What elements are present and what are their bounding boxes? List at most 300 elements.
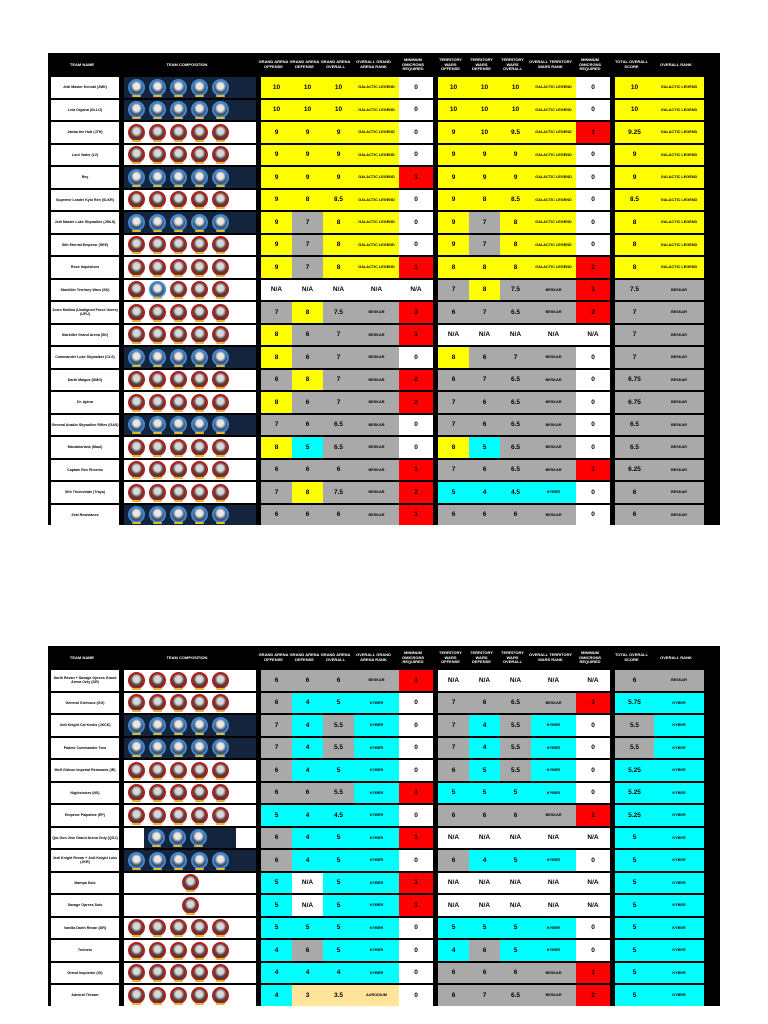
character-portrait-icon [191,124,208,141]
ga-rank: GALACTIC LEGEND [354,167,399,188]
ga-defense: 7 [292,235,323,256]
character-portrait-icon [170,694,187,711]
team-name: General Grievous (GG) [51,693,119,714]
total-score: 7 [615,302,654,323]
character-portrait-icon [212,236,229,253]
table-row [48,257,720,278]
team-name: Darth Malgus (DMG) [51,370,119,391]
ga-omicrons: 0 [399,963,433,984]
character-portrait-icon [170,461,187,478]
tw-omicrons: 0 [576,77,610,98]
tw-overall: 8.5 [500,190,531,211]
team-composition [124,963,256,984]
portrait-strip [124,347,256,368]
ga-offense: 8 [261,392,292,413]
table-row [48,850,720,871]
character-portrait-icon [128,394,145,411]
ga-offense: 6 [261,505,292,526]
tw-omicrons: 2 [576,302,610,323]
tw-rank: KYBER [531,940,576,961]
tw-overall: 5 [500,940,531,961]
ga-rank: KYBER [354,715,399,736]
character-portrait-icon [212,326,229,343]
character-portrait-icon [170,807,187,824]
ga-defense: 6 [292,783,323,804]
header-ga-defense: GRAND ARENA DEFENSE [289,59,320,69]
team-name: Sith Eternal Emperor (SEE) [51,235,119,256]
tw-overall: 9 [500,167,531,188]
ga-rank: KYBER [354,738,399,759]
team-name: Padme Commander Toro [51,738,119,759]
table-row [48,460,720,481]
character-portrait-icon [149,214,166,231]
ga-omicrons: 0 [399,347,433,368]
character-portrait-icon [128,739,145,756]
ga-defense: 9 [292,122,323,143]
ga-offense: 7 [261,482,292,503]
character-portrait-icon [170,169,187,186]
tw-rank: BESKAR [531,505,576,526]
tw-omicrons: 0 [576,415,610,436]
portrait-strip [124,100,256,121]
ga-offense: 9 [261,145,292,166]
tw-omicrons: 0 [576,482,610,503]
character-portrait-icon [212,694,229,711]
character-portrait-icon [170,506,187,523]
tw-overall: 9 [500,145,531,166]
character-portrait-icon [149,304,166,321]
team-name: Jedi Knight Cal Kestis (JKCK) [51,715,119,736]
tw-omicrons: 1 [576,963,610,984]
character-portrait-icon [128,987,145,1004]
character-portrait-icon [212,672,229,689]
character-portrait-icon [149,942,166,959]
ga-omicrons: 0 [399,918,433,939]
portrait-strip [124,280,256,301]
tw-overall: 7 [500,347,531,368]
character-portrait-icon [170,762,187,779]
team-composition [124,738,256,759]
team-composition [124,985,256,1006]
ga-omicrons: 1 [399,460,433,481]
ga-defense: 4 [292,963,323,984]
ga-defense: 9 [292,167,323,188]
ga-overall: 6.5 [323,437,354,458]
character-portrait-icon [212,371,229,388]
ga-overall: 5 [323,918,354,939]
tw-defense: 6 [469,693,500,714]
ga-rank: BESKAR [354,392,399,413]
overall-rank: KYBER [654,895,704,916]
ga-overall: 8.5 [323,190,354,211]
total-score: 9.25 [615,122,654,143]
character-portrait-icon [191,484,208,501]
character-portrait-icon [212,987,229,1004]
character-portrait-icon [191,371,208,388]
portrait-strip [124,850,256,871]
character-portrait-icon [149,124,166,141]
character-portrait-icon [128,964,145,981]
character-portrait-icon [170,784,187,801]
ga-omicrons: 2 [399,392,433,413]
tw-rank: GALACTIC LEGEND [531,100,576,121]
ga-rank: KYBER [354,940,399,961]
character-portrait-icon [191,807,208,824]
ga-overall: 6 [323,505,354,526]
overall-rank: KYBER [654,850,704,871]
header-ga-omicrons: MINIMUM OMICRONS REQUIRED [402,56,424,72]
character-portrait-icon [149,807,166,824]
tw-defense: 4 [469,482,500,503]
ga-overall: 5.5 [323,783,354,804]
ga-rank: GALACTIC LEGEND [354,212,399,233]
tw-offense: 8 [438,347,469,368]
character-portrait-icon [170,439,187,456]
ga-omicrons: 0 [399,985,433,1006]
tw-omicrons: 0 [576,167,610,188]
tw-offense: 9 [438,145,469,166]
character-portrait-icon [191,439,208,456]
character-portrait-icon [212,146,229,163]
tw-offense: 6 [438,963,469,984]
character-portrait-icon [190,829,207,846]
ga-offense: 6 [261,670,292,691]
tw-overall: 8 [500,257,531,278]
tw-offense: 5 [438,783,469,804]
tw-offense: 8 [438,437,469,458]
tw-defense: 5 [469,437,500,458]
ga-defense: 4 [292,760,323,781]
character-portrait-icon [128,214,145,231]
tw-offense: 6 [438,805,469,826]
total-score: 6.25 [615,460,654,481]
tw-rank: BESKAR [531,805,576,826]
tw-overall: N/A [500,828,531,849]
total-score: 8.5 [615,190,654,211]
total-score: 6.75 [615,370,654,391]
overall-rank: GALACTIC LEGEND [654,145,704,166]
tw-omicrons: 0 [576,505,610,526]
character-portrait-icon [149,506,166,523]
portrait-strip [124,77,256,98]
tw-offense: N/A [438,670,469,691]
tw-defense: N/A [469,828,500,849]
team-composition [124,693,256,714]
tw-rank: KYBER [531,738,576,759]
header-overall-rank: OVERALL RANK [660,654,692,660]
ga-offense: 7 [261,715,292,736]
team-composition [124,805,256,826]
table-row [48,482,720,503]
character-portrait-icon [128,79,145,96]
tw-defense: 4 [469,850,500,871]
tw-offense: 7 [438,460,469,481]
tw-rank: BESKAR [531,460,576,481]
tw-offense: 7 [438,280,469,301]
ga-defense: N/A [292,873,323,894]
character-portrait-icon [149,784,166,801]
team-name: Nightsisters (NS) [51,783,119,804]
ga-offense: 9 [261,257,292,278]
character-portrait-icon [128,146,145,163]
tw-offense: 7 [438,693,469,714]
tw-offense: N/A [438,828,469,849]
total-score: 6 [615,505,654,526]
tw-defense: 5 [469,760,500,781]
tw-offense: 6 [438,985,469,1006]
tw-defense: 6 [469,415,500,436]
team-composition [124,122,256,143]
tw-rank: N/A [531,895,576,916]
team-name: Lord Vader (LV) [51,145,119,166]
character-portrait-icon [169,829,186,846]
header-tw-defense: TERRITORY WARS DEFENSE [470,56,493,72]
character-portrait-icon [191,214,208,231]
ga-defense: 8 [292,482,323,503]
character-portrait-icon [191,942,208,959]
table-row [48,437,720,458]
ga-defense: 6 [292,505,323,526]
character-portrait-icon [149,484,166,501]
overall-rank: KYBER [654,985,704,1006]
table-row [48,347,720,368]
tw-rank: BESKAR [531,985,576,1006]
portrait-strip [124,460,256,481]
tw-overall: 6.5 [500,302,531,323]
ga-defense: 6 [292,347,323,368]
tw-defense: 5 [469,783,500,804]
character-portrait-icon [212,394,229,411]
overall-rank: KYBER [654,918,704,939]
tw-overall: 5.5 [500,760,531,781]
character-portrait-icon [212,506,229,523]
table-row [48,670,720,691]
ga-offense: 7 [261,302,292,323]
header-tw-omicrons: MINIMUM OMICRONS REQUIRED [579,56,601,72]
tw-defense: 6 [469,460,500,481]
ga-omicrons: 0 [399,738,433,759]
team-name: Savage Opress Solo [51,895,119,916]
character-portrait-icon [191,739,208,756]
ga-defense: 7 [292,212,323,233]
ga-offense: 8 [261,437,292,458]
tw-defense: 9 [469,145,500,166]
character-portrait-icon [191,191,208,208]
team-composition [124,895,256,916]
team-composition [124,940,256,961]
total-score: 5 [615,985,654,1006]
team-name: Jedi Master Luke Skywalker (JMLS) [51,212,119,233]
tw-defense: 7 [469,235,500,256]
character-portrait-icon [170,101,187,118]
team-name: Emperor Palpatine (EP) [51,805,119,826]
ga-defense: 10 [292,77,323,98]
character-portrait-icon [128,259,145,276]
overall-rank: BESKAR [654,437,704,458]
ga-rank: KYBER [354,850,399,871]
character-portrait-icon [170,852,187,869]
overall-rank: GALACTIC LEGEND [654,122,704,143]
portrait-strip [124,783,256,804]
ga-rank: BESKAR [354,670,399,691]
tw-defense: 6 [469,347,500,368]
tw-offense: N/A [438,325,469,346]
team-name: Vanilla Darth Revan (DR) [51,918,119,939]
ga-rank: BESKAR [354,482,399,503]
character-portrait-icon [191,416,208,433]
portrait-strip [124,415,256,436]
tw-offense: 6 [438,505,469,526]
ga-defense: 4 [292,715,323,736]
team-composition [124,235,256,256]
portrait-strip [124,760,256,781]
overall-rank: BESKAR [654,347,704,368]
tw-rank: KYBER [531,783,576,804]
tw-omicrons: N/A [576,873,610,894]
portrait-strip [124,738,256,759]
ga-defense: 6 [292,392,323,413]
team-composition [124,482,256,503]
character-portrait-icon [149,416,166,433]
team-name: Captain Rex Phoenix [51,460,119,481]
tw-offense: 10 [438,100,469,121]
total-score: 5 [615,873,654,894]
tw-overall: 10 [500,100,531,121]
tier-table-top [48,53,720,525]
character-portrait-icon [149,371,166,388]
tw-omicrons: 0 [576,918,610,939]
tw-overall: N/A [500,873,531,894]
ga-rank: KYBER [354,805,399,826]
ga-rank: GALACTIC LEGEND [354,77,399,98]
character-portrait-icon [212,461,229,478]
table-row [48,280,720,301]
table-row [48,693,720,714]
ga-omicrons: 2 [399,482,433,503]
ga-rank: GALACTIC LEGEND [354,122,399,143]
header-team-composition: TEAM COMPOSITION [166,654,208,660]
tw-rank: BESKAR [531,693,576,714]
team-name: Mandalorians (Maul) [51,437,119,458]
team-name: Zeal Resistance [51,505,119,526]
character-portrait-icon [191,506,208,523]
tw-offense: 6 [438,760,469,781]
ga-overall: 6 [323,670,354,691]
portrait-strip [124,505,256,526]
tw-omicrons: N/A [576,670,610,691]
tw-rank: GALACTIC LEGEND [531,190,576,211]
team-composition [124,505,256,526]
character-portrait-icon [212,919,229,936]
character-portrait-icon [170,349,187,366]
tw-offense: 7 [438,738,469,759]
ga-omicrons: 0 [399,715,433,736]
table-row [48,122,720,143]
character-portrait-icon [212,784,229,801]
character-portrait-icon [212,807,229,824]
tw-overall: 5.5 [500,738,531,759]
team-name: Starkiller Grand Arena (SK) [51,325,119,346]
tw-omicrons: N/A [576,895,610,916]
tw-rank: GALACTIC LEGEND [531,77,576,98]
total-score: 5.75 [615,693,654,714]
header-tw-offense: TERRITORY WARS OFFENSE [439,56,462,72]
tw-defense: 7 [469,370,500,391]
header-ga-offense: GRAND ARENA OFFENSE [258,59,289,69]
header-tw-rank: OVERALL TERRITORY WARS RANK [528,59,573,69]
tw-offense: N/A [438,895,469,916]
ga-offense: 10 [261,100,292,121]
ga-overall: 5 [323,873,354,894]
character-portrait-icon [149,394,166,411]
table-row [48,895,720,916]
ga-overall: 5 [323,850,354,871]
ga-rank: KYBER [354,828,399,849]
team-name: Darth Revan + Savage Opress Grand Arena Only (DR) [51,670,119,691]
ga-defense: 8 [292,302,323,323]
portrait-strip [124,235,256,256]
character-portrait-icon [212,214,229,231]
overall-rank: GALACTIC LEGEND [654,167,704,188]
ga-rank: BESKAR [354,370,399,391]
total-score: 7.5 [615,280,654,301]
team-name: General Anakin Skywalker Rifles (GAS) [51,415,119,436]
ga-overall: 9 [323,145,354,166]
ga-offense: 6 [261,460,292,481]
tw-defense: N/A [469,895,500,916]
ga-offense: 5 [261,873,292,894]
overall-rank: GALACTIC LEGEND [654,212,704,233]
tw-offense: 4 [438,940,469,961]
tw-rank: BESKAR [531,370,576,391]
portrait-strip [124,805,256,826]
total-score: 5 [615,895,654,916]
ga-defense: 6 [292,670,323,691]
total-score: 6.5 [615,437,654,458]
overall-rank: GALACTIC LEGEND [654,257,704,278]
character-portrait-icon [191,987,208,1004]
character-portrait-icon [170,964,187,981]
total-score: 5.25 [615,760,654,781]
tw-overall: 6.5 [500,985,531,1006]
ga-omicrons: 0 [399,693,433,714]
ga-omicrons: 0 [399,77,433,98]
character-portrait-icon [182,897,199,914]
team-name: Zorro Mollina (Unaligned Force Users) (UFU) [51,302,119,323]
ga-omicrons: N/A [399,280,433,301]
character-portrait-icon [212,79,229,96]
ga-overall: 5 [323,693,354,714]
ga-defense: 5 [292,437,323,458]
tw-omicrons: 0 [576,212,610,233]
tw-defense: 7 [469,985,500,1006]
overall-rank: KYBER [654,783,704,804]
tw-omicrons: 0 [576,235,610,256]
character-portrait-icon [170,236,187,253]
tw-offense: 8 [438,257,469,278]
character-portrait-icon [170,484,187,501]
ga-omicrons: 1 [399,325,433,346]
ga-overall: 7 [323,370,354,391]
header-row [48,53,720,75]
overall-rank: KYBER [654,963,704,984]
total-score: 7 [615,325,654,346]
table-row [48,805,720,826]
tw-rank: GALACTIC LEGEND [531,122,576,143]
team-composition [124,415,256,436]
tw-defense: 6 [469,505,500,526]
character-portrait-icon [149,236,166,253]
